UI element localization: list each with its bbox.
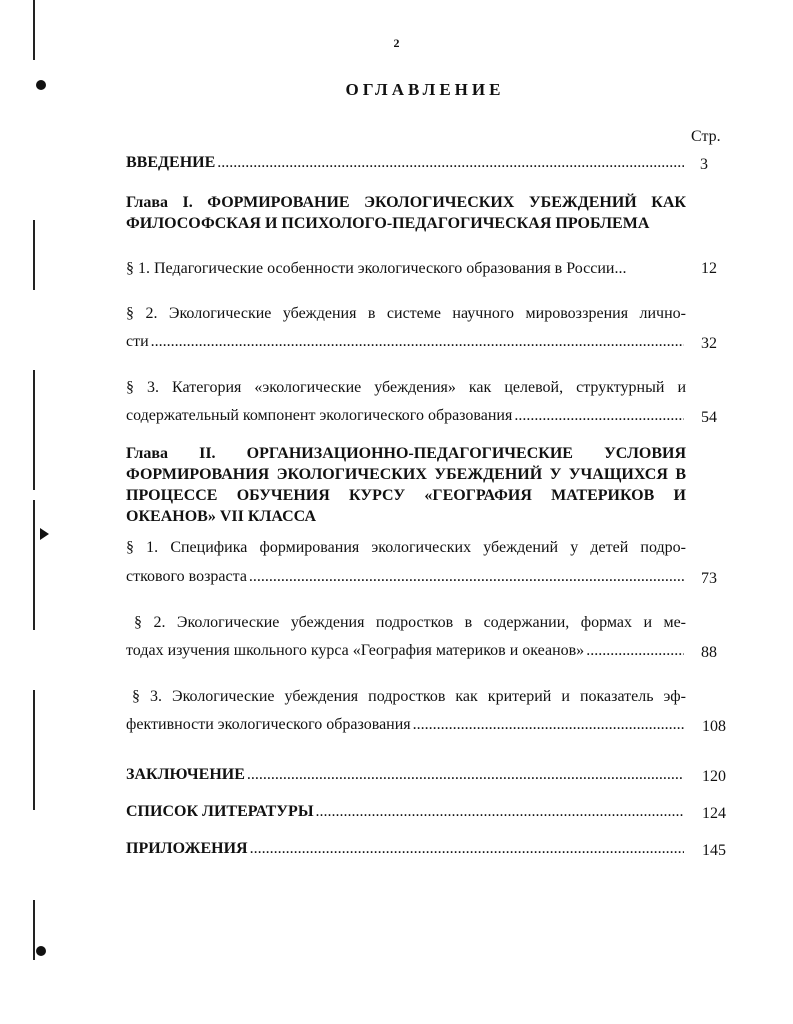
- toc-entry-ch1-s2-line1: § 2. Экологические убеждения в системе научного мировоззрения лично-: [126, 305, 686, 322]
- toc-label: ПРИЛОЖЕНИЯ: [126, 840, 248, 857]
- toc-label: содержательный компонент экологического образования: [126, 407, 513, 424]
- leader-dots: [247, 766, 684, 784]
- leader-dots: [217, 154, 684, 172]
- scan-edge-line: [33, 220, 35, 290]
- toc-page: 88: [701, 644, 717, 661]
- toc-label: сткового возраста: [126, 568, 247, 585]
- toc-page: 3: [700, 156, 708, 173]
- toc-entry-bibliography: [126, 803, 686, 821]
- toc-entry-ch1-s2: [126, 333, 686, 351]
- scan-edge-line: [33, 370, 35, 490]
- toc-entry-ch1-s3: [126, 407, 686, 425]
- toc-entry-ch2-s3: [126, 716, 686, 734]
- toc-entry-ch2-s1-line1: § 1. Специфика формирования экологических убеждений у детей подро-: [126, 539, 686, 556]
- toc-page: 54: [701, 409, 717, 426]
- toc-page: 73: [701, 570, 717, 587]
- toc-entry-conclusion: [126, 766, 686, 784]
- toc-entry-ch1-s1: § 1. Педагогические особенности экологического образования в России...: [126, 260, 627, 277]
- toc-page: 108: [702, 718, 726, 735]
- toc-label: фективности экологического образования: [126, 716, 411, 733]
- leader-dots: [586, 642, 684, 660]
- toc-entry-ch2-s2: [126, 642, 686, 660]
- leader-dots: [316, 803, 684, 821]
- toc-entry-appendices: [126, 840, 686, 858]
- toc-page: 32: [701, 335, 717, 352]
- toc-label: тодах изучения школьного курса «География материков и океанов»: [126, 642, 585, 659]
- scan-dot: [36, 946, 46, 956]
- leader-dots: [413, 716, 684, 734]
- page-number: 2: [393, 36, 400, 50]
- scan-edge-line: [33, 900, 35, 960]
- leader-dots: [151, 333, 684, 351]
- chapter-1-heading: Глава I. ФОРМИРОВАНИЕ ЭКОЛОГИЧЕСКИХ УБЕЖДЕНИЙ КАК ФИЛОСОФСКАЯ И ПСИХОЛОГО-ПЕДАГОГИЧЕСКАЯ ПРОБЛЕМА: [126, 194, 686, 232]
- leader-dots: [514, 407, 684, 425]
- toc-page: 120: [702, 768, 726, 785]
- scan-mark: [40, 528, 49, 540]
- toc-label: сти: [126, 333, 149, 350]
- toc-label: ЗАКЛЮЧЕНИЕ: [126, 766, 245, 783]
- toc-label: СПИСОК ЛИТЕРАТУРЫ: [126, 803, 314, 820]
- toc-page: 12: [701, 260, 717, 277]
- page-column-label: Стр.: [691, 128, 721, 145]
- toc-entry-ch1-s3-line1: § 3. Категория «экологические убеждения» как целевой, структурный и: [126, 379, 686, 396]
- scan-edge-line: [33, 690, 35, 810]
- scan-edge-line: [33, 500, 35, 630]
- toc-entry-introduction: [126, 154, 686, 172]
- toc-page: 124: [702, 805, 726, 822]
- toc-entry-ch2-s2-line1: § 2. Экологические убеждения подростков в содержании, формах и ме-: [134, 614, 686, 631]
- scan-edge-line: [33, 0, 35, 60]
- toc-entry-ch2-s1: [126, 568, 686, 586]
- toc-entry-ch2-s3-line1: § 3. Экологические убеждения подростков как критерий и показатель эф-: [132, 688, 686, 705]
- page-title: ОГЛАВЛЕНИЕ: [345, 80, 505, 99]
- toc-page: 145: [702, 842, 726, 859]
- leader-dots: [249, 568, 684, 586]
- chapter-2-heading: Глава II. ОРГАНИЗАЦИОННО-ПЕДАГОГИЧЕСКИЕ УСЛОВИЯ ФОРМИРОВАНИЯ ЭКОЛОГИЧЕСКИХ УБЕЖДЕНИЙ У УЧАЩИХСЯ В ПРОЦЕССЕ ОБУЧЕНИЯ КУРСУ «ГЕОГРАФИЯ МАТЕРИКОВ И ОКЕАНОВ» VII КЛАССА: [126, 445, 686, 525]
- toc-label: ВВЕДЕНИЕ: [126, 154, 216, 171]
- leader-dots: [250, 840, 684, 858]
